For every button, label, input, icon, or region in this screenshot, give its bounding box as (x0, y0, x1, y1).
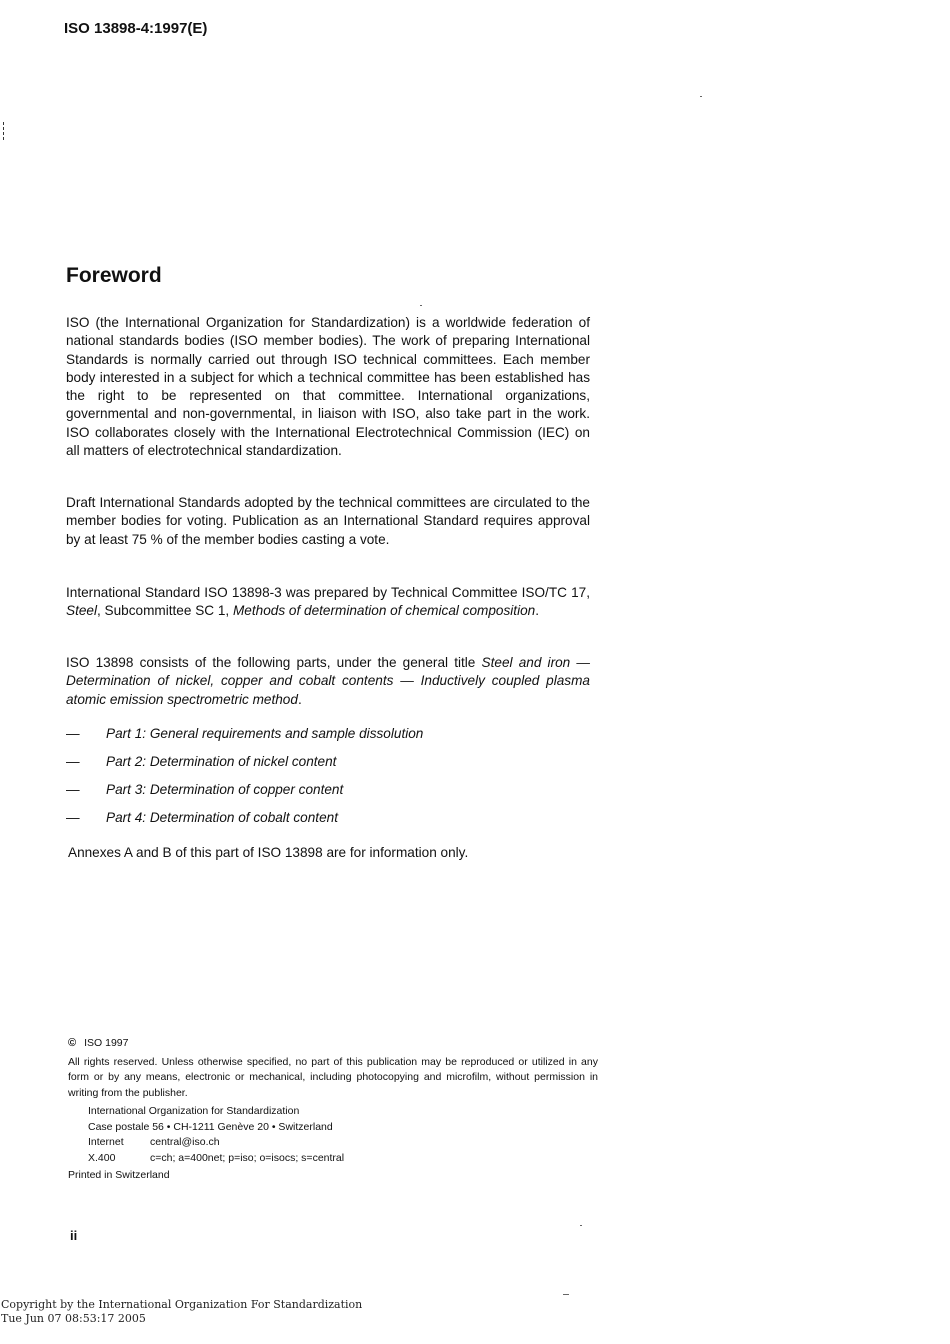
footer-line: Copyright by the International Organization For Standardization (1, 1298, 363, 1311)
paragraph-draft-standards: Draft International Standards adopted by the technical committees are circulated to the member bodies for voting. Publication as an International Standard requires approval by at least 75 % of the member bodies casting a vote. (66, 495, 590, 547)
part-label: Part 2: Determination of nickel content (106, 754, 337, 769)
scan-speck (580, 1225, 582, 1226)
preparation-text: International Standard ISO 13898-3 was prepared by Technical Committee ISO/TC 17, (66, 585, 590, 600)
paragraph-preparation (66, 584, 590, 621)
part-label: Part 3: Determination of copper content (106, 782, 344, 797)
preparation-text: . (535, 603, 540, 619)
part-label: Part 4: Determination of cobalt content (106, 810, 338, 825)
copyright-line (68, 1036, 598, 1052)
part-label: Part 1: General requirements and sample dissolution (106, 726, 424, 741)
list-dash: — (66, 810, 80, 825)
copyright-text: ISO 1997 (84, 1037, 129, 1049)
internet-row (88, 1135, 598, 1151)
margin-mark (3, 122, 5, 140)
rights-statement: All rights reserved. Unless otherwise specified, no part of this publication may be reproduced or utilized in any form or by any means, electronic or mechanical, including photocopying and microfilm, without permission in writing from the publisher. (68, 1055, 598, 1099)
publisher-address (68, 1104, 598, 1166)
subcommittee-name: Methods of determination of chemical composition (232, 603, 536, 619)
organization-name: International Organization for Standardization (88, 1105, 300, 1117)
copyright-icon: © (68, 1037, 77, 1049)
x400-address: c=ch; a=400net; p=iso; o=isocs; s=central (150, 1151, 345, 1164)
list-item (66, 810, 423, 838)
list-item (66, 782, 423, 810)
page-number: ii (70, 1228, 78, 1243)
internet-address: central@iso.ch (150, 1136, 220, 1148)
section-title: Foreword (66, 264, 162, 287)
list-dash: — (66, 782, 80, 797)
committee-name: Steel (66, 603, 97, 619)
footer-timestamp: Tue Jun 07 08:53:17 2005 (1, 1312, 146, 1325)
document-identifier: ISO 13898-4:1997(E) (64, 20, 208, 37)
general-title: Steel and iron — Determination of nickel, copper and cobalt contents — Inductively coupled plasma atomic emission spectrometric method (66, 655, 590, 707)
preparation-text: , Subcommittee SC 1, (96, 603, 230, 619)
list-item (66, 754, 423, 782)
paragraph-iso-intro: ISO (the International Organization for Standardization) is a worldwide federation of national standards bodies (ISO member bodies). The work of preparing International Standards is normally carried out through ISO technical committees. Each member body interested in a subject for which a technical committee has been established has the right to be represented on that committee. International organizations, governmental and non-governmental, in liaison with ISO, also take part in the work. ISO collaborates closely with the International Electrotechnical Commission (IEC) on all matters of electrotechnical standardization. (66, 315, 590, 459)
copyright-footer (1, 1298, 362, 1326)
printed-in: Printed in Switzerland (68, 1169, 170, 1181)
paragraph-parts-intro (66, 654, 590, 709)
list-dash: — (66, 726, 80, 741)
scan-speck (700, 96, 702, 97)
parts-intro-text: ISO 13898 consists of the following parts, under the general title (66, 655, 476, 670)
annex-note: Annexes A and B of this part of ISO 13898 are for information only. (68, 845, 469, 860)
copyright-block (68, 1036, 598, 1184)
x400-row (88, 1151, 598, 1167)
list-item (66, 726, 423, 754)
internet-label: Internet (88, 1136, 124, 1148)
postal-address: Case postale 56 • CH-1211 Genève 20 • Switzerland (88, 1120, 333, 1133)
scan-speck (420, 305, 422, 306)
parts-list (66, 726, 423, 838)
list-dash: — (66, 754, 80, 769)
scan-speck (563, 1294, 569, 1295)
x400-label: X.400 (88, 1151, 116, 1164)
parts-intro-text: . (297, 691, 302, 707)
